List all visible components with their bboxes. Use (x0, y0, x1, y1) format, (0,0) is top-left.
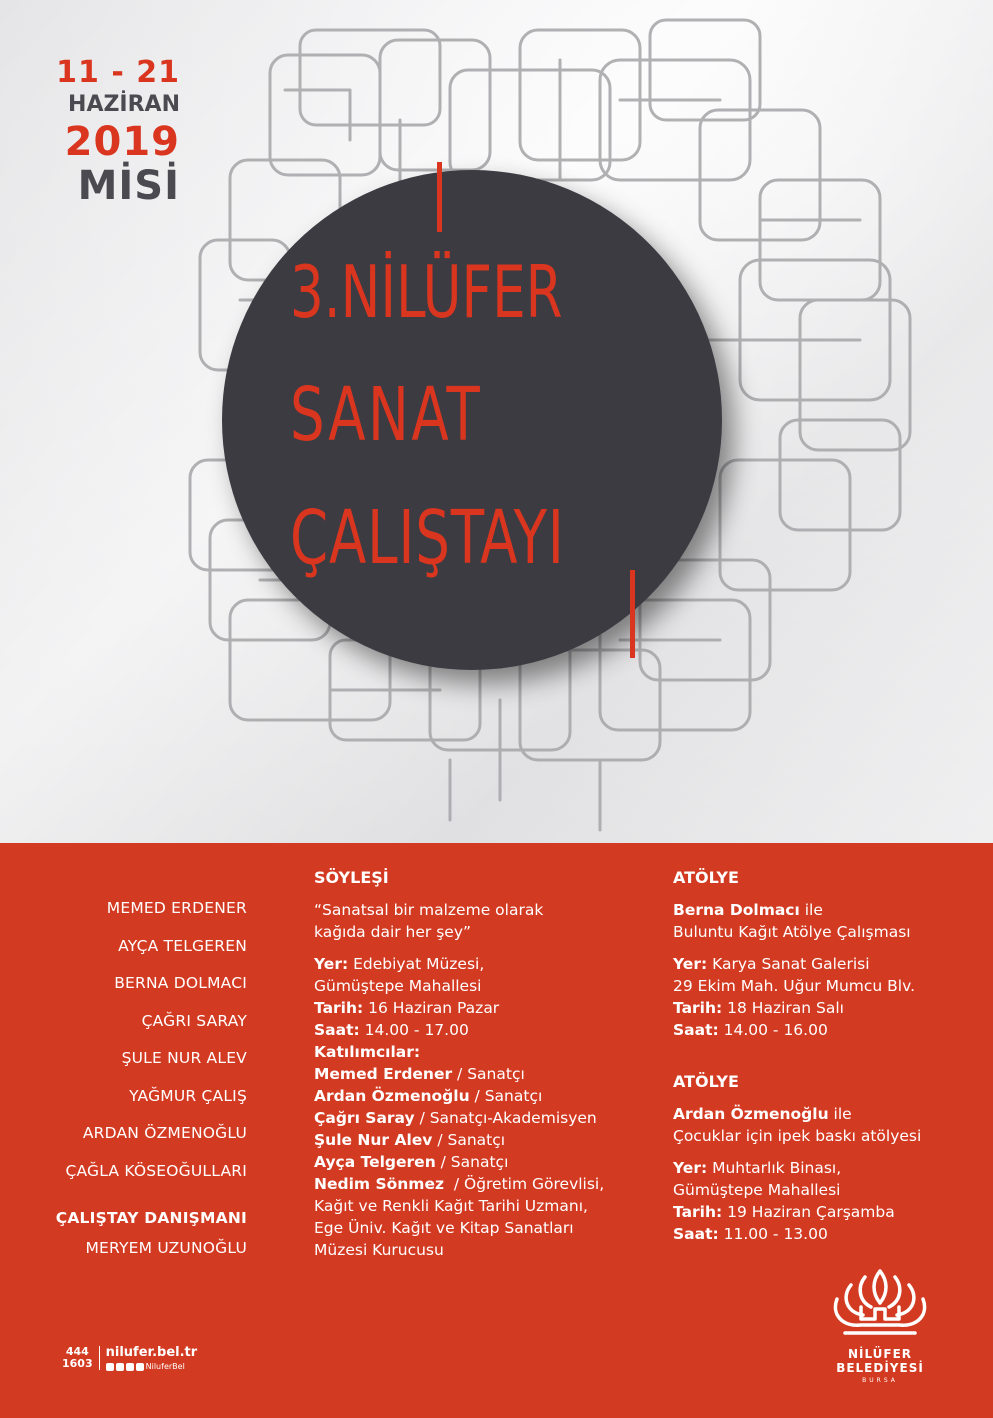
talk-quote: “Sanatsal bir malzeme olarak (314, 901, 544, 919)
participant: Ayça Telgeren / Sanatçı (314, 1153, 509, 1171)
talk-section (314, 867, 644, 1261)
participant: Şule Nur Alev / Sanatçı (314, 1131, 506, 1149)
participant-detail: Müzesi Kurucusu (314, 1241, 444, 1259)
twitter-icon[interactable] (116, 1363, 124, 1371)
date-range: 11 - 21 (56, 55, 180, 90)
talk-place: Yer: Edebiyat Müzesi, (314, 955, 485, 973)
participants-label: Katılımcılar: (314, 1043, 421, 1061)
event-location: MİSİ (77, 163, 180, 209)
date-year: 2019 (64, 119, 180, 165)
title-line-2: SANAT (290, 372, 483, 458)
advisor-title: ÇALIŞTAY DANIŞMANI (55, 1209, 247, 1227)
artist-name: ÇAĞLA KÖSEOĞULLARI (65, 1161, 247, 1180)
workshop-desc: Çocuklar için ipek baskı atölyesi (673, 1127, 922, 1145)
artist-name: ŞULE NUR ALEV (121, 1049, 247, 1067)
social-handle: NiluferBel (145, 1362, 185, 1371)
poster-info-band (0, 843, 993, 1418)
talk-time: Saat: 14.00 - 17.00 (314, 1021, 469, 1039)
title-bar-top (437, 162, 442, 232)
talk-quote: kağıda dair her şey” (314, 923, 472, 941)
participant: Ardan Özmenoğlu / Sanatçı (314, 1087, 543, 1105)
workshop-time: Saat: 11.00 - 13.00 (673, 1225, 828, 1243)
title-line-3: ÇALIŞTAYI (290, 495, 565, 581)
workshop-host: Ardan Özmenoğlu ile (673, 1105, 852, 1123)
advisor-name: MERYEM UZUNOĞLU (85, 1239, 247, 1257)
facebook-icon[interactable] (106, 1363, 114, 1371)
artist-name: AYÇA TELGEREN (118, 936, 247, 955)
artist-name: YAĞMUR ÇALIŞ (129, 1086, 247, 1105)
participant-detail: Ege Üniv. Kağıt ve Kitap Sanatları (314, 1219, 574, 1237)
workshop-place: Gümüştepe Mahallesi (673, 1181, 841, 1199)
talk-date: Tarih: 16 Haziran Pazar (314, 999, 500, 1017)
workshop-desc: Buluntu Kağıt Atölye Çalışması (673, 923, 911, 941)
workshop-heading: ATÖLYE (673, 1072, 739, 1091)
participant-detail: Kağıt ve Renkli Kağıt Tarihi Uzmanı, (314, 1197, 588, 1215)
talk-place: Gümüştepe Mahallesi (314, 977, 482, 995)
title-line-1: 3.NİLÜFER (290, 250, 563, 334)
title-bar-bottom (630, 570, 635, 658)
youtube-icon[interactable] (136, 1363, 144, 1371)
social-links (106, 1362, 198, 1371)
phone-number: 444 1603 (62, 1346, 100, 1370)
workshop-date: Tarih: 18 Haziran Salı (673, 999, 844, 1017)
date-month: HAZİRAN (68, 92, 180, 117)
workshop-place: Yer: Karya Sanat Galerisi (673, 955, 870, 973)
logo-city: BURSA (862, 1377, 898, 1384)
workshop-host: Berna Dolmacı ile (673, 901, 823, 919)
municipality-logo (820, 1263, 940, 1403)
contact-info (62, 1345, 197, 1371)
event-dates (40, 55, 180, 209)
artist-name: BERNA DOLMACI (114, 974, 247, 992)
workshop-heading: ATÖLYE (673, 868, 739, 887)
talk-heading: SÖYLEŞİ (314, 868, 389, 887)
artist-list (56, 899, 247, 1257)
workshop-time: Saat: 14.00 - 16.00 (673, 1021, 828, 1039)
workshop-place: Yer: Muhtarlık Binası, (673, 1159, 842, 1177)
lotus-emblem-icon (825, 1263, 935, 1343)
participant: Memed Erdener / Sanatçı (314, 1065, 525, 1083)
workshop-place: 29 Ekim Mah. Uğur Mumcu Blv. (673, 977, 916, 995)
logo-name: NİLÜFER (847, 1347, 913, 1361)
workshop-section (673, 867, 973, 1245)
artist-name: MEMED ERDENER (106, 899, 247, 917)
artist-name: ÇAĞRI SARAY (141, 1011, 247, 1030)
logo-name: BELEDİYESİ (836, 1361, 924, 1375)
participant: Çağrı Saray / Sanatçı-Akademisyen (314, 1109, 597, 1127)
website-link[interactable]: nilufer.bel.tr (105, 1345, 198, 1360)
participant: Nedim Sönmez / Öğretim Görevlisi, (314, 1175, 605, 1193)
instagram-icon[interactable] (126, 1363, 134, 1371)
workshop-date: Tarih: 19 Haziran Çarşamba (673, 1203, 895, 1221)
artist-name: ARDAN ÖZMENOĞLU (82, 1124, 247, 1142)
